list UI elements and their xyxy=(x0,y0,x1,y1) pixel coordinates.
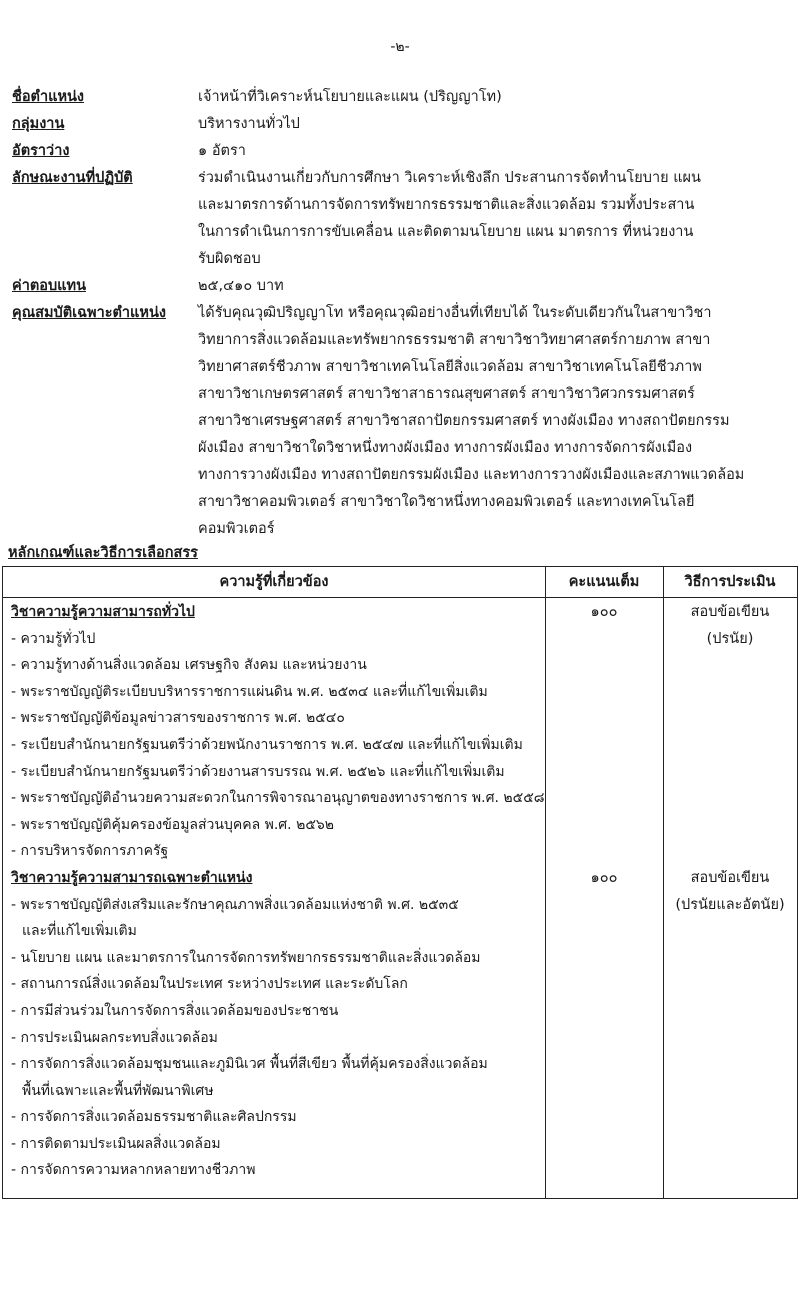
field-line: วิทยาศาสตร์ชีวภาพ สาขาวิชาเทคโนโลยีสิ่งแวดล้อม สาขาวิชาเทคโนโลยีชีวภาพ xyxy=(198,359,702,375)
field-label: คุณสมบัติเฉพาะตำแหน่ง xyxy=(12,305,166,321)
header-assessment-method: วิธีการประเมิน xyxy=(684,574,776,590)
field-line: สาขาวิชาเศรษฐศาสตร์ สาขาวิชาสถาปัตยกรรมศาสตร์ ทางผังเมือง ทางสถาปัตยกรรม xyxy=(198,413,730,429)
list-item: - การติดตามประเมินผลสิ่งแวดล้อม xyxy=(11,1135,221,1152)
field-vacancies xyxy=(12,138,782,165)
list-item: - พระราชบัญญัติข้อมูลข่าวสารของราชการ พ.ศ. ๒๕๔๐ xyxy=(11,710,345,727)
list-item: - การจัดการความหลากหลายทางชีวภาพ xyxy=(11,1162,256,1179)
list-item: - การบริหารจัดการภาครัฐ xyxy=(11,843,169,860)
specific-method xyxy=(663,865,797,919)
list-item: - พระราชบัญญัติคุ้มครองข้อมูลส่วนบุคคล พ.ศ. ๒๕๖๒ xyxy=(11,816,335,833)
field-line: บริหารงานทั่วไป xyxy=(198,116,300,132)
field-label: ค่าตอบแทน xyxy=(12,278,86,294)
field-line: เจ้าหน้าที่วิเคราะห์นโยบายและแผน (ปริญญาโท) xyxy=(198,89,502,105)
general-score: ๑๐๐ xyxy=(590,604,618,620)
field-value xyxy=(198,165,782,273)
field-value xyxy=(198,138,782,165)
list-item: - นโยบาย แผน และมาตรการในการจัดการทรัพยากรธรรมชาติและสิ่งแวดล้อม xyxy=(11,949,481,966)
list-item: - ความรู้ทั่วไป xyxy=(11,630,96,647)
list-item: - การมีส่วนร่วมในการจัดการสิ่งแวดล้อมของประชาชน xyxy=(11,1002,339,1019)
field-line: ทางการวางผังเมือง ทางสถาปัตยกรรมผังเมือง และทางการวางผังเมืองและสภาพแวดล้อม xyxy=(198,467,745,483)
field-value xyxy=(198,300,782,543)
list-item: - พระราชบัญญัติส่งเสริมและรักษาคุณภาพสิ่งแวดล้อมแห่งชาติ พ.ศ. ๒๕๓๕ xyxy=(11,896,459,913)
header-divider xyxy=(3,597,797,598)
field-value xyxy=(198,111,782,138)
field-line: ร่วมดำเนินงานเกี่ยวกับการศึกษา วิเคราะห์เชิงลึก ประสานการจัดทำนโยบาย แผน xyxy=(198,170,701,186)
method-line: สอบข้อเขียน xyxy=(690,604,770,620)
list-item: - ระเบียบสำนักนายกรัฐมนตรีว่าด้วยงานสารบรรณ พ.ศ. ๒๕๒๖ และที่แก้ไขเพิ่มเติม xyxy=(11,763,505,780)
field-line: ๒๕,๔๑๐ บาท xyxy=(198,278,284,294)
field-value xyxy=(198,84,782,111)
field-line: สาขาวิชาเกษตรศาสตร์ สาขาวิชาสาธารณสุขศาสตร์ สาขาวิชาวิศวกรรมศาสตร์ xyxy=(198,386,695,402)
field-line: ๑ อัตรา xyxy=(198,143,246,159)
field-label: ลักษณะงานที่ปฏิบัติ xyxy=(12,170,133,186)
list-item-continuation: และที่แก้ไขเพิ่มเติม xyxy=(22,923,137,940)
field-label: ชื่อตำแหน่ง xyxy=(12,89,85,105)
field-value xyxy=(198,273,782,300)
general-subject-title: วิชาความรู้ความสามารถทั่วไป xyxy=(11,604,195,620)
list-item: - พระราชบัญญัติระเบียบบริหารราชการแผ่นดิน พ.ศ. ๒๕๓๔ และที่แก้ไขเพิ่มเติม xyxy=(11,683,488,700)
position-details xyxy=(12,84,782,543)
field-compensation xyxy=(12,273,782,300)
list-item: - พระราชบัญญัติอำนวยความสะดวกในการพิจารณาอนุญาตของทางราชการ พ.ศ. ๒๕๕๘ xyxy=(11,790,545,807)
field-qualifications xyxy=(12,300,782,543)
selection-table xyxy=(2,566,798,1199)
method-line: สอบข้อเขียน xyxy=(690,870,770,886)
list-item: - ระเบียบสำนักนายกรัฐมนตรีว่าด้วยพนักงานราชการ พ.ศ. ๒๕๔๗ และที่แก้ไขเพิ่มเติม xyxy=(11,736,523,753)
list-item: - สถานการณ์สิ่งแวดล้อมในประเทศ ระหว่างประเทศ และระดับโลก xyxy=(11,976,408,993)
field-line: และมาตรการด้านการจัดการทรัพยากรธรรมชาติและสิ่งแวดล้อม รวมทั้งประสาน xyxy=(198,197,695,213)
list-item: - การจัดการสิ่งแวดล้อมชุมชนและภูมินิเวศ พื้นที่สีเขียว พื้นที่คุ้มครองสิ่งแวดล้อม xyxy=(11,1056,488,1073)
specific-score: ๑๐๐ xyxy=(590,870,618,886)
field-line: ได้รับคุณวุฒิปริญญาโท หรือคุณวุฒิอย่างอื่นที่เทียบได้ ในระดับเดียวกันในสาขาวิชา xyxy=(198,305,712,321)
field-line: สาขาวิชาคอมพิวเตอร์ สาขาวิชาใดวิชาหนึ่งทางคอมพิวเตอร์ และทางเทคโนโลยี xyxy=(198,494,695,510)
header-knowledge: ความรู้ที่เกี่ยวข้อง xyxy=(219,574,329,590)
page-number: -๒- xyxy=(390,39,410,55)
field-line: คอมพิวเตอร์ xyxy=(198,521,275,537)
field-line: ผังเมือง สาขาวิชาใดวิชาหนึ่งทางผังเมือง ทางการผังเมือง ทางการจัดการผังเมือง xyxy=(198,440,693,456)
selection-criteria-heading: หลักเกณฑ์และวิธีการเลือกสรร xyxy=(8,545,198,561)
list-item: - การประเมินผลกระทบสิ่งแวดล้อม xyxy=(11,1029,218,1046)
field-line: วิทยาการสิ่งแวดล้อมและทรัพยากรธรรมชาติ สาขาวิชาวิทยาศาสตร์กายภาพ สาขา xyxy=(198,332,711,348)
field-position-name xyxy=(12,84,782,111)
list-item: - ความรู้ทางด้านสิ่งแวดล้อม เศรษฐกิจ สังคม และหน่วยงาน xyxy=(11,657,367,674)
specific-subject-title: วิชาความรู้ความสามารถเฉพาะตำแหน่ง xyxy=(11,869,253,886)
field-line: ในการดำเนินการการขับเคลื่อน และติดตามนโยบาย แผน มาตรการ ที่หน่วยงาน xyxy=(198,224,694,240)
field-work-group xyxy=(12,111,782,138)
field-line: รับผิดชอบ xyxy=(198,251,261,267)
field-label: อัตราว่าง xyxy=(12,143,70,159)
knowledge-column xyxy=(11,599,551,1184)
field-job-description xyxy=(12,165,782,273)
list-item: - การจัดการสิ่งแวดล้อมธรรมชาติและศิลปกรรม xyxy=(11,1109,297,1126)
method-line: (ปรนัยและอัตนัย) xyxy=(675,897,785,913)
field-label: กลุ่มงาน xyxy=(12,116,65,132)
header-full-score: คะแนนเต็ม xyxy=(568,574,640,590)
method-line: (ปรนัย) xyxy=(706,631,754,647)
general-method xyxy=(663,599,797,653)
list-item-continuation: พื้นที่เฉพาะและพื้นที่พัฒนาพิเศษ xyxy=(22,1082,214,1099)
